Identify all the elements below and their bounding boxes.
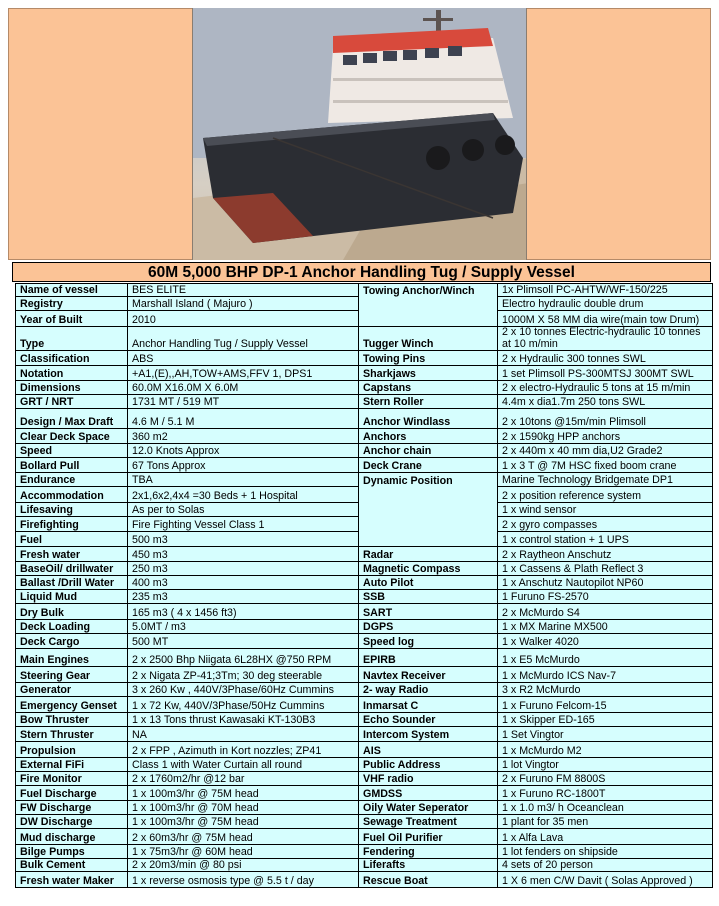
spec-label: SSB (359, 590, 498, 604)
spec-row (16, 503, 713, 517)
spec-row (16, 829, 713, 845)
spec-label: Emergency Genset (16, 697, 128, 713)
spec-value: 5.0MT / m3 (128, 620, 359, 634)
spec-value: 2 x 20m3/min @ 80 psi (128, 859, 359, 872)
spec-value: 400 m3 (128, 576, 359, 590)
spec-label: Accommodation (16, 487, 128, 503)
spec-value: 1 x 100m3/hr @ 75M head (128, 815, 359, 829)
spec-value: NA (128, 727, 359, 742)
spec-value: 450 m3 (128, 547, 359, 562)
spec-value: 1 x 72 Kw, 440V/3Phase/50Hz Cummins (128, 697, 359, 713)
spec-label: GMDSS (359, 786, 498, 801)
spec-value: 1 x Walker 4020 (498, 634, 713, 649)
spec-value: 2 x 10 tonnes Electric-hydraulic 10 tonnes at 10 m/min (498, 327, 713, 351)
spec-value: 2 x 2500 Bhp Niigata 6L28HX @750 RPM (128, 649, 359, 667)
spec-label: Propulsion (16, 742, 128, 758)
spec-value: 2 x position reference system (498, 487, 713, 503)
spec-value: 4.6 M / 5.1 M (128, 409, 359, 429)
spec-value: +A1,(E),,AH,TOW+AMS,FFV 1, DPS1 (128, 366, 359, 381)
spec-label: Bollard Pull (16, 458, 128, 473)
spec-label: Mud discharge (16, 829, 128, 845)
spec-value: 500 m3 (128, 532, 359, 547)
spec-value: 2 x FPP , Azimuth in Kort nozzles; ZP41 (128, 742, 359, 758)
spec-label: Towing Anchor/Winch (359, 284, 498, 297)
spec-label: Endurance (16, 473, 128, 487)
vessel-photo-illustration (193, 8, 527, 260)
spec-label: Fuel Discharge (16, 786, 128, 801)
spec-label: Auto Pilot (359, 576, 498, 590)
spec-label: Fresh water (16, 547, 128, 562)
spec-value: 1 x Furuno RC-1800T (498, 786, 713, 801)
spec-label: Liferafts (359, 859, 498, 872)
spec-value: 2 x Nigata ZP-41;3Tm; 30 deg steerable (128, 667, 359, 683)
spec-label: Year of Built (16, 311, 128, 327)
spec-label: Stern Thruster (16, 727, 128, 742)
spec-label: Dry Bulk (16, 604, 128, 620)
spec-label: DW Discharge (16, 815, 128, 829)
spec-value: 1000M X 58 MM dia wire(main tow Drum) (498, 311, 713, 327)
spec-label: Deck Crane (359, 458, 498, 473)
spec-value: 2 x 440m x 40 mm dia,U2 Grade2 (498, 444, 713, 458)
spec-label: Magnetic Compass (359, 562, 498, 576)
spec-value: 12.0 Knots Approx (128, 444, 359, 458)
spec-value: 2 x 10tons @15m/min Plimsoll (498, 409, 713, 429)
spec-label: Notation (16, 366, 128, 381)
spec-label: Fresh water Maker (16, 872, 128, 888)
spec-label (359, 503, 498, 517)
vessel-spec-table (15, 283, 713, 888)
spec-row (16, 801, 713, 815)
spec-value: 1 x wind sensor (498, 503, 713, 517)
spec-value: 1 x reverse osmosis type @ 5.5 t / day (128, 872, 359, 888)
spec-value: 1 x Alfa Lava (498, 829, 713, 845)
spec-value: 4.4m x dia1.7m 250 tons SWL (498, 395, 713, 409)
spec-label: Sharkjaws (359, 366, 498, 381)
spec-label: BaseOil/ drillwater (16, 562, 128, 576)
spec-label: Intercom System (359, 727, 498, 742)
spec-label: DGPS (359, 620, 498, 634)
spec-label: EPIRB (359, 649, 498, 667)
spec-value: 1 lot Vingtor (498, 758, 713, 772)
spec-row (16, 667, 713, 683)
spec-label: Name of vessel (16, 284, 128, 297)
spec-label: SART (359, 604, 498, 620)
spec-row (16, 517, 713, 532)
spec-value: As per to Solas (128, 503, 359, 517)
spec-value: 1 X 6 men C/W Davit ( Solas Approved ) (498, 872, 713, 888)
spec-label: Capstans (359, 381, 498, 395)
spec-value: 500 MT (128, 634, 359, 649)
spec-value: 235 m3 (128, 590, 359, 604)
spec-label: Navtex Receiver (359, 667, 498, 683)
spec-value: 2 x Furuno FM 8800S (498, 772, 713, 786)
spec-value: 2 x 60m3/hr @ 75M head (128, 829, 359, 845)
spec-row (16, 284, 713, 297)
spec-value: 67 Tons Approx (128, 458, 359, 473)
spec-value: 1 x Skipper ED-165 (498, 713, 713, 727)
spec-label: VHF radio (359, 772, 498, 786)
spec-label (359, 517, 498, 532)
spec-value: 1 plant for 35 men (498, 815, 713, 829)
spec-row (16, 742, 713, 758)
spec-label: Stern Roller (359, 395, 498, 409)
spec-row (16, 683, 713, 697)
spec-row (16, 311, 713, 327)
spec-value: Class 1 with Water Curtain all round (128, 758, 359, 772)
spec-label: GRT / NRT (16, 395, 128, 409)
page-title: 60M 5,000 BHP DP-1 Anchor Handling Tug / Supply Vessel (12, 262, 711, 282)
spec-label: Firefighting (16, 517, 128, 532)
spec-label: Dimensions (16, 381, 128, 395)
spec-value: 1 x 13 Tons thrust Kawasaki KT-130B3 (128, 713, 359, 727)
spec-label: Bilge Pumps (16, 845, 128, 859)
spec-value: BES ELITE (128, 284, 359, 297)
spec-label: Towing Pins (359, 351, 498, 366)
spec-label: Registry (16, 297, 128, 311)
spec-label: Public Address (359, 758, 498, 772)
spec-row (16, 727, 713, 742)
spec-row (16, 620, 713, 634)
spec-label: Deck Loading (16, 620, 128, 634)
spec-value: 360 m2 (128, 429, 359, 444)
spec-label: Anchor chain (359, 444, 498, 458)
spec-value: 1 x 1.0 m3/ h Oceanclean (498, 801, 713, 815)
spec-row (16, 429, 713, 444)
spec-value: 1x Plimsoll PC-AHTW/WF-150/225 (498, 284, 713, 297)
spec-value: 2 x electro-Hydraulic 5 tons at 15 m/min (498, 381, 713, 395)
spec-row (16, 772, 713, 786)
spec-value: Marshall Island ( Majuro ) (128, 297, 359, 311)
spec-value: 2010 (128, 311, 359, 327)
spec-row (16, 713, 713, 727)
spec-row (16, 458, 713, 473)
spec-value: 2 x Raytheon Anschutz (498, 547, 713, 562)
spec-value: 2 x gyro compasses (498, 517, 713, 532)
spec-row (16, 473, 713, 487)
spec-label: Inmarsat C (359, 697, 498, 713)
spec-label: Fire Monitor (16, 772, 128, 786)
spec-row (16, 758, 713, 772)
spec-label: 2- way Radio (359, 683, 498, 697)
spec-value: 60.0M X16.0M X 6.0M (128, 381, 359, 395)
spec-value: 1 set Plimsoll PS-300MTSJ 300MT SWL (498, 366, 713, 381)
spec-row (16, 381, 713, 395)
spec-value: 3 x 260 Kw , 440V/3Phase/60Hz Cummins (128, 683, 359, 697)
spec-label: FW Discharge (16, 801, 128, 815)
spec-row (16, 576, 713, 590)
spec-row (16, 845, 713, 859)
spec-value: Fire Fighting Vessel Class 1 (128, 517, 359, 532)
spec-value: 2 x 1590kg HPP anchors (498, 429, 713, 444)
spec-label: Main Engines (16, 649, 128, 667)
spec-label (359, 532, 498, 547)
spec-value: 1 x 75m3/hr @ 60M head (128, 845, 359, 859)
spec-row (16, 351, 713, 366)
spec-value: 4 sets of 20 person (498, 859, 713, 872)
spec-row (16, 444, 713, 458)
spec-label: Steering Gear (16, 667, 128, 683)
spec-row (16, 562, 713, 576)
spec-value: 250 m3 (128, 562, 359, 576)
spec-label: Lifesaving (16, 503, 128, 517)
spec-row (16, 532, 713, 547)
spec-value: Marine Technology Bridgemate DP1 (498, 473, 713, 487)
spec-row (16, 366, 713, 381)
spec-label: Speed log (359, 634, 498, 649)
spec-label: Dynamic Position (359, 473, 498, 487)
spec-label (359, 311, 498, 327)
spec-label: Bulk Cement (16, 859, 128, 872)
spec-label: Fendering (359, 845, 498, 859)
spec-value: 1 x Anschutz Nautopilot NP60 (498, 576, 713, 590)
spec-label (359, 487, 498, 503)
spec-row (16, 327, 713, 351)
spec-label: Liquid Mud (16, 590, 128, 604)
spec-label: Ballast /Drill Water (16, 576, 128, 590)
spec-label: AIS (359, 742, 498, 758)
spec-label: Fuel Oil Purifier (359, 829, 498, 845)
spec-label: Rescue Boat (359, 872, 498, 888)
spec-value: 1 x 100m3/hr @ 75M head (128, 786, 359, 801)
spec-row (16, 815, 713, 829)
spec-label: Bow Thruster (16, 713, 128, 727)
spec-label: Oily Water Seperator (359, 801, 498, 815)
spec-row (16, 604, 713, 620)
spec-value: 1 Furuno FS-2570 (498, 590, 713, 604)
spec-value: 1731 MT / 519 MT (128, 395, 359, 409)
spec-label: Clear Deck Space (16, 429, 128, 444)
spec-row (16, 786, 713, 801)
spec-value: Electro hydraulic double drum (498, 297, 713, 311)
spec-value: 3 x R2 McMurdo (498, 683, 713, 697)
spec-row (16, 697, 713, 713)
spec-value: 1 x 100m3/hr @ 70M head (128, 801, 359, 815)
spec-value: 1 x control station + 1 UPS (498, 532, 713, 547)
spec-row (16, 297, 713, 311)
spec-label: Radar (359, 547, 498, 562)
spec-label: Echo Sounder (359, 713, 498, 727)
spec-row (16, 590, 713, 604)
spec-label: Anchor Windlass (359, 409, 498, 429)
spec-value: 2x1,6x2,4x4 =30 Beds + 1 Hospital (128, 487, 359, 503)
spec-label: Deck Cargo (16, 634, 128, 649)
spec-label: Design / Max Draft (16, 409, 128, 429)
spec-value: 1 x Furuno Felcom-15 (498, 697, 713, 713)
spec-label: Tugger Winch (359, 327, 498, 351)
spec-value: 1 Set Vingtor (498, 727, 713, 742)
spec-value: TBA (128, 473, 359, 487)
spec-label: Type (16, 327, 128, 351)
spec-label: Speed (16, 444, 128, 458)
spec-value: 1 lot fenders on shipside (498, 845, 713, 859)
spec-label: Sewage Treatment (359, 815, 498, 829)
spec-row (16, 872, 713, 888)
spec-value: ABS (128, 351, 359, 366)
spec-row (16, 395, 713, 409)
spec-value: Anchor Handling Tug / Supply Vessel (128, 327, 359, 351)
spec-label: Anchors (359, 429, 498, 444)
spec-label: Generator (16, 683, 128, 697)
spec-value: 1 x Cassens & Plath Reflect 3 (498, 562, 713, 576)
spec-row (16, 859, 713, 872)
spec-label: External FiFi (16, 758, 128, 772)
spec-label: Fuel (16, 532, 128, 547)
spec-row (16, 409, 713, 429)
spec-value: 1 x McMurdo ICS Nav-7 (498, 667, 713, 683)
spec-label (359, 297, 498, 311)
spec-row (16, 487, 713, 503)
spec-value: 2 x 1760m2/hr @12 bar (128, 772, 359, 786)
spec-row (16, 649, 713, 667)
spec-value: 1 x E5 McMurdo (498, 649, 713, 667)
spec-value: 1 x McMurdo M2 (498, 742, 713, 758)
spec-value: 165 m3 ( 4 x 1456 ft3) (128, 604, 359, 620)
vessel-photo (192, 8, 527, 260)
spec-row (16, 547, 713, 562)
spec-label: Classification (16, 351, 128, 366)
spec-value: 2 x Hydraulic 300 tonnes SWL (498, 351, 713, 366)
spec-row (16, 634, 713, 649)
spec-value: 1 x 3 T @ 7M HSC fixed boom crane (498, 458, 713, 473)
spec-value: 2 x McMurdo S4 (498, 604, 713, 620)
spec-value: 1 x MX Marine MX500 (498, 620, 713, 634)
